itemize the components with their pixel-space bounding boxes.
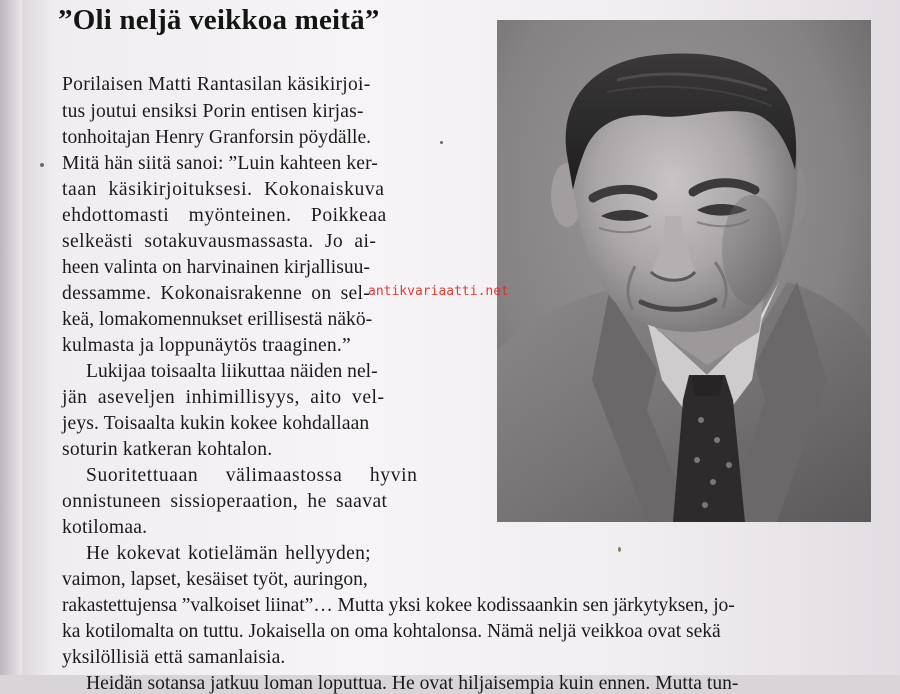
body-line: jän aseveljen inhimillisyys, aito vel- xyxy=(62,387,385,408)
body-line: tonhoitajan Henry Granforsin pöydälle. xyxy=(62,127,372,148)
body-line: kulmasta ja loppunäytös traaginen.” xyxy=(62,335,351,356)
body-line: selkeästi sotakuvausmassasta. Jo ai- xyxy=(62,231,377,252)
print-speck xyxy=(440,141,443,144)
body-line: heen valinta on harvinainen kirjallisuu- xyxy=(62,257,370,278)
article-headline: ”Oli neljä veikkoa meitä” xyxy=(58,4,380,36)
watermark-text: antikvariaatti.net xyxy=(368,284,509,299)
body-line: keä, lomakomennukset erillisestä näkö- xyxy=(62,309,373,330)
body-line: Heidän sotansa jatkuu loman loputtua. He ovat hiljaisempia kuin ennen. Mutta tun- xyxy=(86,673,739,694)
body-line: dessamme. Kokonaisrakenne on sel- xyxy=(62,283,371,304)
body-line: rakastettujensa ”valkoiset liinat”… Mutta yksi kokee kodissaankin sen järkytyksen, jo- xyxy=(62,595,735,616)
body-line: tus joutui ensiksi Porin entisen kirjas- xyxy=(62,101,364,122)
body-line: ka kotilomalta on tuttu. Jokaisella on oma kohtalonsa. Nämä neljä veikkoa ovat sekä xyxy=(62,621,721,642)
body-line: He kokevat kotielämän hellyyden; xyxy=(86,543,371,564)
body-line: yksilöllisiä että samanlaisia. xyxy=(62,647,286,668)
body-line: vaimon, lapset, kesäiset työt, auringon, xyxy=(62,569,368,590)
body-line: taan käsikirjoituksesi. Kokonaiskuva xyxy=(62,179,385,200)
body-line: jeys. Toisaalta kukin kokee kohdallaan xyxy=(62,413,370,434)
body-line: Mitä hän siitä sanoi: ”Luin kahteen ker- xyxy=(62,153,378,174)
body-line: kotilomaa. xyxy=(62,517,148,538)
print-speck xyxy=(618,547,621,552)
print-speck xyxy=(40,163,44,167)
body-line: Suoritettuaan välimaastossa hyvin xyxy=(86,465,418,486)
body-line: onnistuneen sissioperaation, he saavat xyxy=(62,491,388,512)
body-line: Porilaisen Matti Rantasilan käsikirjoi- xyxy=(62,74,371,95)
page-edge-shadow xyxy=(0,0,22,675)
portrait-photo xyxy=(497,20,871,522)
body-line: Lukijaa toisaalta liikuttaa näiden nel- xyxy=(86,361,378,382)
body-line: soturin katkeran kohtalon. xyxy=(62,439,273,460)
body-line: ehdottomasti myönteinen. Poikkeaa xyxy=(62,205,387,226)
